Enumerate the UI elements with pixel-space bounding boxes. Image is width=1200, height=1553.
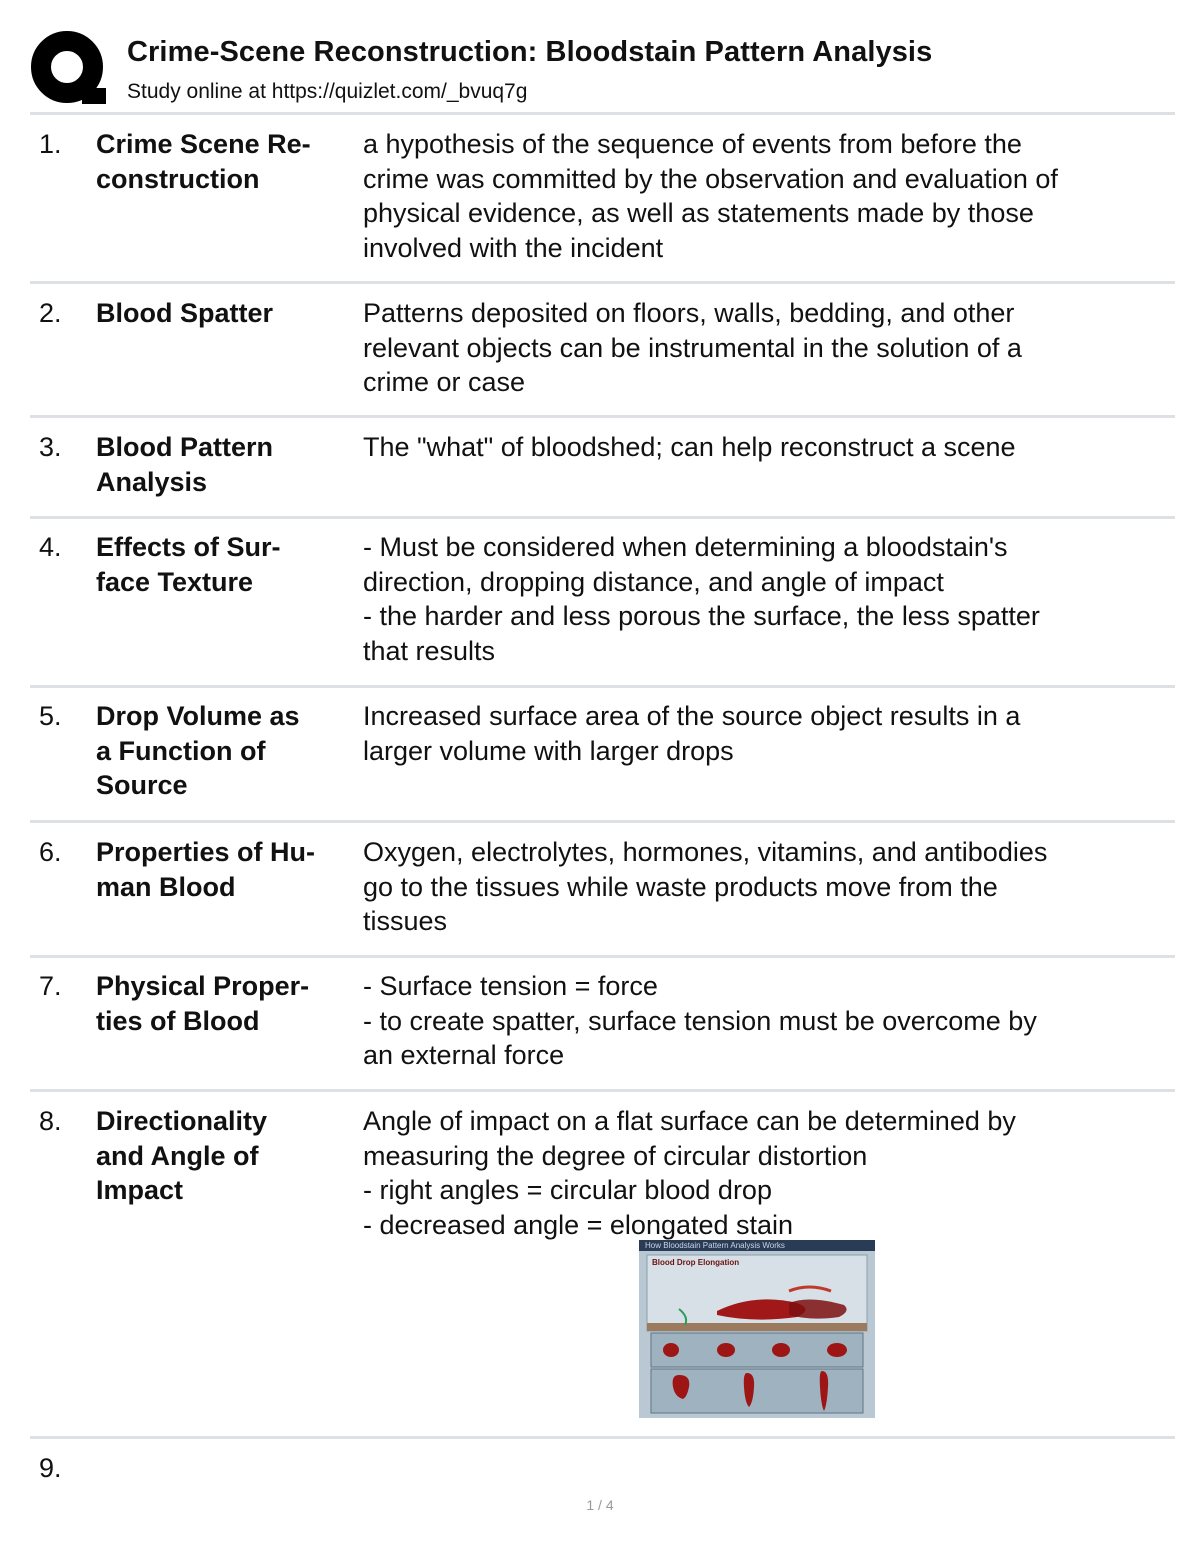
term-line: Drop Volume as xyxy=(96,701,300,731)
term-line: and Angle of xyxy=(96,1140,259,1171)
card-definition xyxy=(363,127,1178,265)
card-divider xyxy=(30,281,1175,284)
definition-line: tissues xyxy=(363,906,448,936)
term-line: Impact xyxy=(96,1175,184,1205)
definition-line: physical evidence, as well as statements made by those xyxy=(363,198,1034,228)
card-number: 7. xyxy=(39,971,62,1001)
term-line: construction xyxy=(96,163,260,194)
flashcard-row xyxy=(30,835,1175,958)
term-line: Effects of Sur- xyxy=(96,532,281,562)
card-definition xyxy=(363,835,1178,939)
term-line: a Function of xyxy=(96,735,266,766)
card-number: 5. xyxy=(39,701,62,731)
card-number: 6. xyxy=(39,837,62,867)
term-line: ties of Blood xyxy=(96,1005,260,1036)
definition-line: Increased surface area of the source object results in a xyxy=(363,701,1021,731)
flashcard-row xyxy=(30,1104,1175,1439)
card-divider xyxy=(30,516,1175,519)
quizlet-q-logo-icon xyxy=(30,30,108,108)
definition-line: Patterns deposited on floors, walls, bedding, and other xyxy=(363,298,1015,328)
definition-line: involved with the incident xyxy=(363,232,664,263)
definition-line: - Surface tension = force xyxy=(363,971,658,1001)
card-definition xyxy=(363,969,1178,1073)
term-line: Physical Proper- xyxy=(96,971,310,1001)
card-divider xyxy=(30,685,1175,688)
card-definition xyxy=(363,699,1178,768)
definition-line: a hypothesis of the sequence of events from before the xyxy=(363,129,1022,159)
term-line: Blood Spatter xyxy=(96,298,274,328)
flashcard-row xyxy=(30,969,1175,1092)
figure-panel-title: Blood Drop Elongation xyxy=(652,1258,740,1267)
card-term xyxy=(96,699,358,803)
card-number: 3. xyxy=(39,432,62,462)
definition-line: an external force xyxy=(363,1040,565,1070)
definition-line: relevant objects can be instrumental in the solution of a xyxy=(363,332,1022,363)
term-line: Properties of Hu- xyxy=(96,837,316,867)
card-definition xyxy=(363,296,1178,400)
header-divider xyxy=(30,112,1175,115)
study-online-link[interactable]: Study online at https://quizlet.com/_bvuq7g xyxy=(127,80,528,103)
card-term xyxy=(96,835,358,904)
flashcard-row xyxy=(30,699,1175,823)
card-divider xyxy=(30,955,1175,958)
definition-line: crime was committed by the observation and evaluation of xyxy=(363,163,1058,194)
definition-line: crime or case xyxy=(363,367,526,397)
definition-line: - decreased angle = elongated stain xyxy=(363,1209,794,1240)
definition-line: measuring the degree of circular distortion xyxy=(363,1140,868,1171)
term-line: man Blood xyxy=(96,871,236,902)
card-divider xyxy=(30,1436,1175,1439)
card-divider xyxy=(30,415,1175,418)
card-term xyxy=(96,430,358,499)
card-divider xyxy=(30,820,1175,823)
card-term xyxy=(96,969,358,1038)
card-number: 9. xyxy=(39,1453,62,1483)
definition-line: - the harder and less porous the surface, the less spatter xyxy=(363,601,1040,631)
term-line: Directionality xyxy=(96,1106,268,1136)
definition-line: - right angles = circular blood drop xyxy=(363,1175,772,1205)
card-term xyxy=(96,1104,358,1208)
card-number: 8. xyxy=(39,1106,62,1136)
flashcard-row xyxy=(30,296,1175,418)
flashcard-row xyxy=(30,530,1175,688)
definition-line: Oxygen, electrolytes, hormones, vitamins, and antibodies xyxy=(363,837,1048,867)
definition-line: The "what" of bloodshed; can help reconstruct a scene xyxy=(363,432,1016,462)
card-term xyxy=(96,530,358,599)
blood-drop-diagram-graphic xyxy=(639,1251,875,1418)
card-number: 1. xyxy=(39,129,62,159)
definition-line: that results xyxy=(363,635,496,666)
definition-line: direction, dropping distance, and angle of impact xyxy=(363,566,944,597)
card-number: 2. xyxy=(39,298,62,328)
card-number: 4. xyxy=(39,532,62,562)
card-definition xyxy=(363,1104,1178,1242)
page-title: Crime-Scene Reconstruction: Bloodstain Pattern Analysis xyxy=(127,36,933,68)
card-definition xyxy=(363,430,1178,465)
term-line: Blood Pattern xyxy=(96,432,274,462)
definition-line: - to create spatter, surface tension must be overcome by xyxy=(363,1005,1037,1036)
card-term xyxy=(96,127,358,196)
term-line: Analysis xyxy=(96,466,208,497)
page-indicator: 1 / 4 xyxy=(586,1497,614,1513)
definition-line: Angle of impact on a flat surface can be determined by xyxy=(363,1106,1016,1136)
definition-line: larger volume with larger drops xyxy=(363,735,734,766)
card-term xyxy=(96,296,358,331)
flashcard-row xyxy=(30,430,1175,519)
page-header xyxy=(30,28,1175,110)
definition-line: - Must be considered when determining a bloodstain's xyxy=(363,532,1008,562)
card-divider xyxy=(30,1089,1175,1092)
term-line: face Texture xyxy=(96,566,254,597)
figure-title-bar: How Bloodstain Pattern Analysis Works xyxy=(639,1240,875,1251)
term-line: Source xyxy=(96,770,188,800)
card-definition xyxy=(363,530,1178,668)
flashcard-row xyxy=(30,1451,1175,1491)
flashcard-row xyxy=(30,127,1175,284)
term-line: Crime Scene Re- xyxy=(96,129,311,159)
bloodstain-elongation-diagram-icon xyxy=(639,1240,875,1418)
definition-line: go to the tissues while waste products move from the xyxy=(363,871,998,902)
